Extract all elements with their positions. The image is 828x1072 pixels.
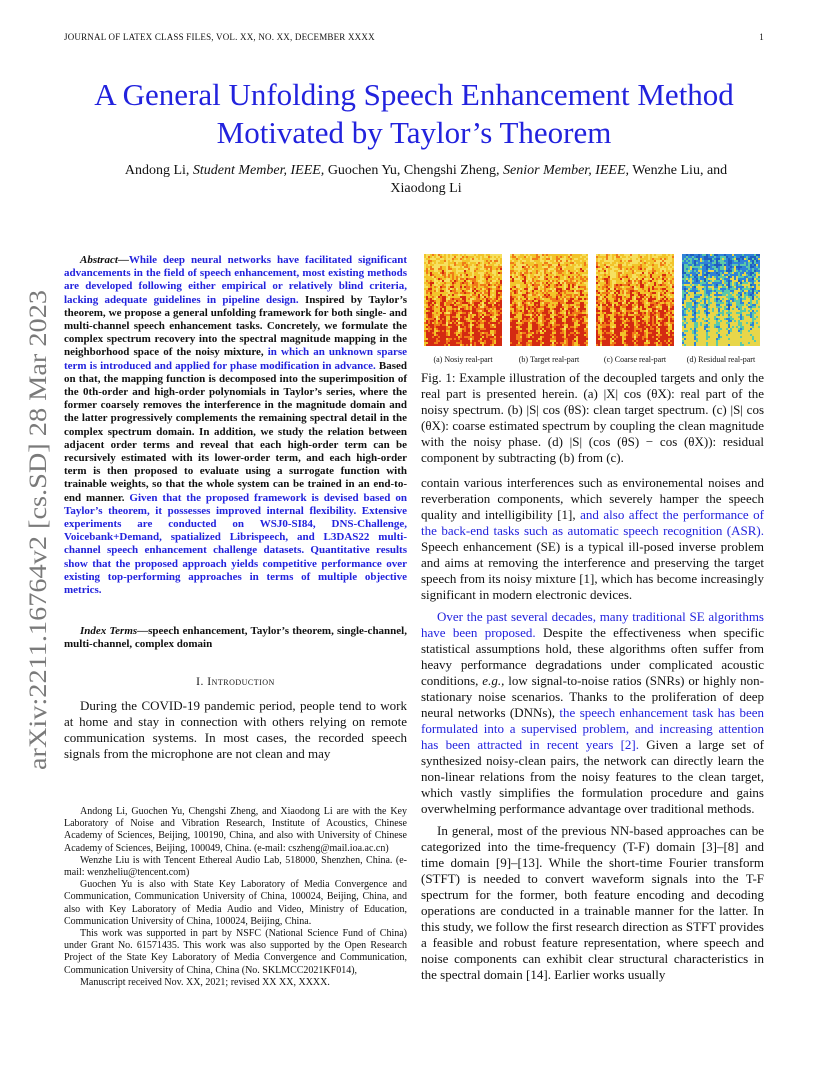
section-number: I. bbox=[196, 675, 208, 688]
intro-paragraph-1-text: During the COVID-19 pandemic period, people tend to work at home and stay in connection with others relying on remote communication systems. In most cases, the recorded speech signals from the microphone are not clean and may bbox=[64, 697, 407, 761]
intro-paragraph-1-continued bbox=[421, 475, 764, 603]
figure-panel-b bbox=[510, 254, 588, 364]
panel-caption-a: (a) Nosiy real-part bbox=[433, 355, 493, 364]
abstract-sentence-1: While deep neural networks have facilitated significant advancements in the field of speech enhancement, most existing methods are developed following either empirical or relatively blind criteria, lacking adequate guidelines in pipeline design. bbox=[64, 254, 407, 306]
abstract-sentence-3: in which an unknown sparse term is introduced and applied for phase modification in advance. bbox=[64, 346, 407, 372]
figure-1 bbox=[424, 254, 764, 364]
right-p1-part-b: Speech enhancement (SE) is a typical ill-posed inverse problem and aims at removing the interference and preserving the target speech from its noisy mixture [1], which has become increasingly significant in modern electronic devices. bbox=[421, 539, 764, 602]
right-p2-part-a: Despite the effectiveness when specific statistical assumptions hold, these algorithms often suffer from heavy performance degradations under complicated acoustic conditions, bbox=[421, 625, 764, 688]
footnote-funding: This work was supported in part by NSFC (National Science Fund of China) under Grant No. 61571435. This work was also supported by the Open Research Project of the State Key Laboratory of Media Convergence and Communication, Communication University of China, China (No. SKLMCC2021KF014), bbox=[64, 928, 407, 976]
left-column bbox=[64, 254, 407, 762]
footnote-cuc: Guochen Yu is also with State Key Laboratory of Media Convergence and Communication, Communication University of China, 100024, Beijing, China, and also with Key Laboratory of Media Audio and Video, Ministry of Education, Communication University of China, 100024, Beijing, China. bbox=[64, 879, 407, 927]
figure-caption-lead: Fig. 1: Example illustration of the decoupled targets and only the real part is presented herein. (a) bbox=[421, 370, 764, 401]
figure-caption-c: |S| cos (θX): coarse estimated spectrum by coupling the clean magnitude with the noisy phase. (d) bbox=[421, 402, 765, 449]
journal-header: JOURNAL OF LATEX CLASS FILES, VOL. XX, NO. XX, DECEMBER XXXX bbox=[64, 32, 375, 42]
abstract-sentence-5: Given that the proposed framework is devised based on Taylor’s theorem, it possesses improved internal flexibility. Extensive experiments are conducted on WSJ0-SI84, DNS-Challenge, Voicebank+Demand, spatialized Librispeech, and L3DAS22 multi-channel speech enhancement challenge datasets. Quantitative results show that the proposed approach yields competitive performance over existing top-performing approaches in terms of multiple objective metrics. bbox=[64, 491, 407, 597]
footnote-manuscript: Manuscript received Nov. XX, 2021; revised XX XX, XXXX. bbox=[80, 976, 330, 988]
figure-caption-a: |X| cos (θX): real part of the noisy spectrum. (b) bbox=[421, 386, 764, 417]
right-p1-blue: and also affect the performance of the back-end tasks such as automatic speech recognition (ASR). bbox=[421, 507, 765, 538]
footnote-tencent: Wenzhe Liu is with Tencent Ethereal Audio Lab, 518000, Shenzhen, China. (e-mail: wenzheliu@tencent.com) bbox=[64, 854, 407, 879]
footnote-affiliation: Andong Li, Guochen Yu, Chengshi Zheng, and Xiaodong Li are with the Key Laboratory of Noise and Vibration Research, Institute of Acoustics, Chinese Academy of Sciences, Beijing, 100190, China, and also with University of Chinese Academy of Sciences, Beijing, 100049, China. (e-mail: cszheng@mail.ioa.ac.cn) bbox=[64, 806, 407, 854]
abstract-dash: — bbox=[117, 254, 129, 266]
footnotes bbox=[64, 806, 407, 989]
figure-caption-d: |S| (cos (θS) − cos (θX)): residual component by subtracting (b) from (c). bbox=[421, 434, 764, 465]
author-list bbox=[80, 162, 772, 198]
author-1-role: Student Member, IEEE, bbox=[192, 163, 325, 178]
abstract bbox=[64, 254, 407, 597]
section-heading-introduction bbox=[64, 676, 407, 688]
figure-1-caption bbox=[421, 370, 764, 466]
section-title: Introduction bbox=[207, 675, 275, 688]
spectrogram-image-b bbox=[510, 254, 588, 346]
title-line-1: A General Unfolding Speech Enhancement Method bbox=[94, 77, 734, 112]
right-p2-part-c: Given a large set of synthesized noisy-clean pairs, the network can directly learn the non-linear relations from the noisy features to the clean target, which vastly simplifies the formulation procedure and gains overwhelming performance advantage over traditional methods. bbox=[421, 737, 764, 816]
right-p2-part-b: low signal-to-noise ratios (SNRs) or highly non-stationary noise scenarios. Thanks to the proliferation of deep neural networks (DNNs), bbox=[421, 673, 764, 720]
right-column-text bbox=[421, 475, 764, 983]
figure-panel-c bbox=[596, 254, 674, 364]
arxiv-stamp bbox=[6, 270, 60, 790]
author-4: Xiaodong Li bbox=[390, 181, 462, 196]
right-p2-eg: e.g., bbox=[482, 673, 505, 688]
index-terms bbox=[64, 625, 407, 651]
spectrogram-image-a bbox=[424, 254, 502, 346]
panel-caption-d: (d) Residual real-part bbox=[686, 355, 756, 364]
paper-title bbox=[64, 76, 764, 152]
intro-paragraph-3: In general, most of the previous NN-based approaches can be categorized into the time-frequency (T-F) domain [3]–[8] and time domain [9]–[13]. While the short-time Fourier transform (STFT) is needed to convert waveform signals into the T-F spectrum for the former, both feature encoding and decoding operations are conducted in a trainable manner for the latter. In this study, we follow the first research direction as STFT provides a feasible and robust feature representation, where speech and noise components can exhibit clear structural characteristics in the spectral domain [14]. Earlier works usually bbox=[421, 823, 764, 982]
panel-caption-b: (b) Target real-part bbox=[518, 355, 580, 364]
abstract-sentence-4: Based on that, the mapping function is decomposed into the superimposition of the 0th-order and high-order polynomials in Taylor’s series, where the former coarsely removes the interference in the magnitude domain and the latter progressively complements the remaining spectral detail in the complex spectrum domain. In addition, we study the relation between adjacent order terms and reveal that each high-order term can be recursively estimated with its lower-order term, and each high-order term is then proposed to evaluate using a surrogate function with trainable weights, so that the whole system can be trained in an end-to-end manner. bbox=[64, 359, 407, 504]
author-1: Andong Li, bbox=[124, 163, 193, 178]
spectrogram-image-d bbox=[682, 254, 760, 346]
running-header bbox=[64, 32, 764, 46]
intro-paragraph-2 bbox=[421, 609, 764, 817]
right-p2-blue-1: Over the past several decades, many traditional SE algorithms have been proposed. bbox=[421, 609, 764, 640]
author-2-role: Senior Member, IEEE, bbox=[503, 163, 630, 178]
index-terms-text: —speech enhancement, Taylor’s theorem, single-channel, multi-channel, complex domain bbox=[64, 625, 407, 651]
arxiv-stamp-text: arXiv:2211.16764v2 [cs.SD] 28 Mar 2023 bbox=[25, 345, 52, 770]
index-terms-label: Index Terms bbox=[80, 625, 138, 638]
author-2: Guochen Yu, Chengshi Zheng, bbox=[324, 163, 504, 178]
right-p1-part-a: contain various interferences such as environemental noises and reverberation components, which severely hamper the speech quality and intelligibility [1], bbox=[421, 475, 764, 522]
abstract-label: Abstract bbox=[80, 254, 118, 266]
spectrogram-image-c bbox=[596, 254, 674, 346]
page-number: 1 bbox=[759, 32, 764, 42]
figure-panel-d bbox=[682, 254, 760, 364]
figure-panel-a bbox=[424, 254, 502, 364]
author-3: Wenzhe Liu, and bbox=[629, 163, 728, 178]
figure-caption-b: |S| cos (θS): clean target spectrum. (c) bbox=[526, 402, 731, 417]
title-line-2: Motivated by Taylor’s Theorem bbox=[216, 115, 612, 150]
abstract-sentence-2: Inspired by Taylor’s theorem, we propose a general unfolding framework for both single- and multi-channel speech enhancement tasks. Concretely, we formulate the complex spectrum recovery into the spectral magnitude mapping in the neighborhood space of the noisy mixture, bbox=[64, 293, 407, 359]
intro-paragraph-1 bbox=[64, 698, 407, 762]
panel-caption-c: (c) Coarse real-part bbox=[603, 355, 667, 364]
right-p2-blue-2: the speech enhancement task has been formulated into a supervised problem, and increasing attention has been attracted in recent years [2]. bbox=[421, 705, 764, 752]
